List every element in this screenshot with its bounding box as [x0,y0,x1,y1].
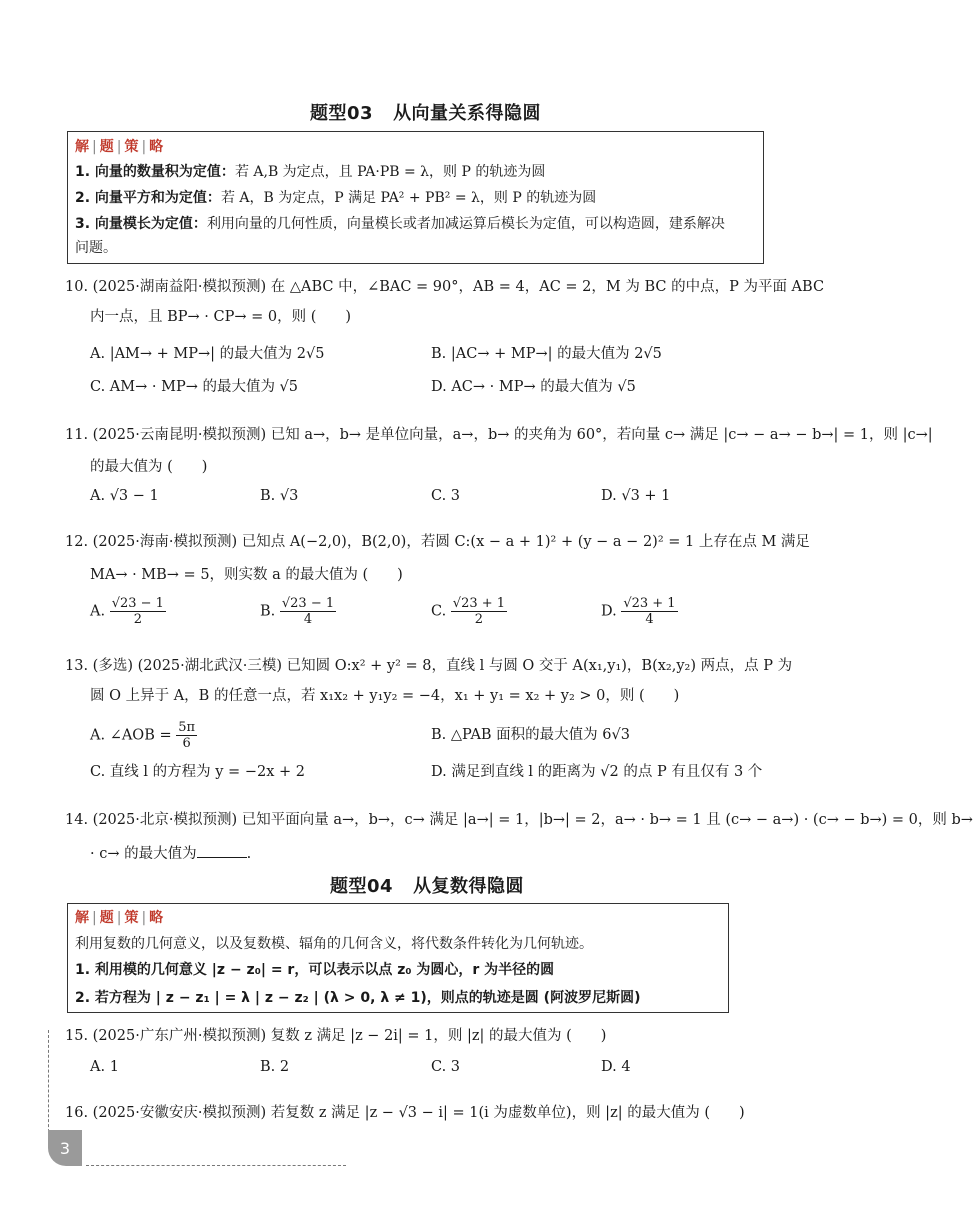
q11-option-d: D. √3 + 1 [601,488,671,504]
section-04-title [330,872,524,898]
q13-option-b: B. △PAB 面积的最大值为 6√3 [431,727,630,743]
q15-option-d: D. 4 [601,1059,631,1075]
section-04-main: 从复数得隐圆 [413,876,525,897]
section-03-main: 从向量关系得隐圆 [393,103,542,124]
strategy-04-intro: 利用复数的几何意义，以及复数模、辐角的几何含义，将代数条件转化为几何轨迹。 [75,936,593,952]
strategy-03-item-2: 2. 向量平方和为定值：若 A，B 为定点，P 满足 PA² + PB² = λ，则 P 的轨迹为圆 [75,190,597,206]
q15-option-c: C. 3 [431,1059,461,1075]
q10-option-d: D. AC→ · MP→ 的最大值为 √5 [431,379,636,395]
q14-stem-line-2: · c→ 的最大值为 . [90,846,252,862]
strategy-label-04: 解 | 题 | 策 | 略 [75,910,165,926]
q10-option-a: A. |AM→ + MP→| 的最大值为 2√5 [90,346,325,362]
q14-answer-blank[interactable] [197,845,247,858]
q13-stem-line-1: 13. (多选) (2025·湖北武汉·三模) 已知圆 O:x² + y² = 8，直线 l 与圆 O 交于 A(x₁,y₁)，B(x₂,y₂) 两点，点 P 为 [65,658,793,674]
q13-option-a: A. ∠AOB = $\frac{5\pi}{6}$ [90,720,196,751]
q15-option-b: B. 2 [260,1059,290,1075]
q15-stem: 15. (2025·广东广州·模拟预测) 复数 z 满足 |z − 2i| = 1，则 |z| 的最大值为 ( ) [65,1028,607,1044]
q11-stem-line-2: 的最大值为 ( ) [90,459,208,475]
strategy-03-item-1: 1. 向量的数量积为定值：若 A,B 为定点，且 PA·PB = λ，则 P 的轨迹为圆 [75,164,546,180]
q10-stem-line-1: 10. (2025·湖南益阳·模拟预测) 在 △ABC 中，∠BAC = 90°，AB = 4，AC = 2，M 为 BC 的中点，P 为平面 ABC [65,279,825,295]
q12-stem-line-1: 12. (2025·海南·模拟预测) 已知点 A(−2,0)，B(2,0)，若圆 C:(x − a + 1)² + (y − a − 2)² = 1 上存在点 M 满足 [65,534,810,550]
q15-option-a: A. 1 [90,1059,119,1075]
q13-option-d: D. 满足到直线 l 的距离为 √2 的点 P 有且仅有 3 个 [431,764,763,780]
strategy-label-03: 解 | 题 | 策 | 略 [75,139,165,155]
q12-option-c: C. $\frac{√23 + 1}{2}$ [431,596,506,627]
q13-stem-line-2: 圆 O 上异于 A，B 的任意一点，若 x₁x₂ + y₁y₂ = −4，x₁ + y₁ = x₂ + y₂ > 0，则 ( ) [90,688,680,704]
strategy-04-item-2: 2. 若方程为 | z − z₁ | = λ | z − z₂ | (λ > 0, λ ≠ 1)，则点的轨迹是圆 (阿波罗尼斯圆) [75,990,641,1006]
q10-option-b: B. |AC→ + MP→| 的最大值为 2√5 [431,346,662,362]
margin-dashed-line-vertical [48,1030,49,1142]
q14-stem-line-1: 14. (2025·北京·模拟预测) 已知平面向量 a→，b→，c→ 满足 |a→| = 1，|b→| = 2，a→ · b→ = 1 且 (c→ − a→) · (c→ − b→) = 0，则 b→ [65,812,973,828]
q13-option-c: C. 直线 l 的方程为 y = −2x + 2 [90,764,305,780]
page-number: 3 [48,1130,82,1166]
q10-stem-line-2: 内一点，且 BP→ · CP→ = 0，则 ( ) [90,309,352,325]
q12-option-b: B. $\frac{√23 - 1}{4}$ [260,596,335,627]
q12-stem-line-2: MA→ · MB→ = 5，则实数 a 的最大值为 ( ) [90,567,403,583]
strategy-03-item-3-cont: 问题。 [75,240,117,256]
section-04-prefix: 题型04 [330,876,394,897]
q11-option-b: B. √3 [260,488,299,504]
strategy-04-item-1: 1. 利用模的几何意义 |z − z₀| = r，可以表示以点 z₀ 为圆心，r 为半径的圆 [75,962,555,978]
q11-option-c: C. 3 [431,488,461,504]
margin-dashed-line-horizontal [86,1165,346,1166]
section-03-prefix: 题型03 [310,103,374,124]
strategy-03-item-3: 3. 向量模长为定值：利用向量的几何性质，向量模长或者加减运算后模长为定值，可以构造圆，建系解决 [75,216,725,232]
q11-stem-line-1: 11. (2025·云南昆明·模拟预测) 已知 a→，b→ 是单位向量，a→，b→ 的夹角为 60°，若向量 c→ 满足 |c→ − a→ − b→| = 1，则 |c→| [65,427,933,443]
q12-option-d: D. $\frac{√23 + 1}{4}$ [601,596,676,627]
q12-option-a: A. $\frac{√23 - 1}{2}$ [90,596,164,627]
q16-stem: 16. (2025·安徽安庆·模拟预测) 若复数 z 满足 |z − √3 − i| = 1(i 为虚数单位)，则 |z| 的最大值为 ( ) [65,1105,745,1121]
section-03-title [310,99,541,125]
q10-option-c: C. AM→ · MP→ 的最大值为 √5 [90,379,299,395]
q11-option-a: A. √3 − 1 [90,488,159,504]
